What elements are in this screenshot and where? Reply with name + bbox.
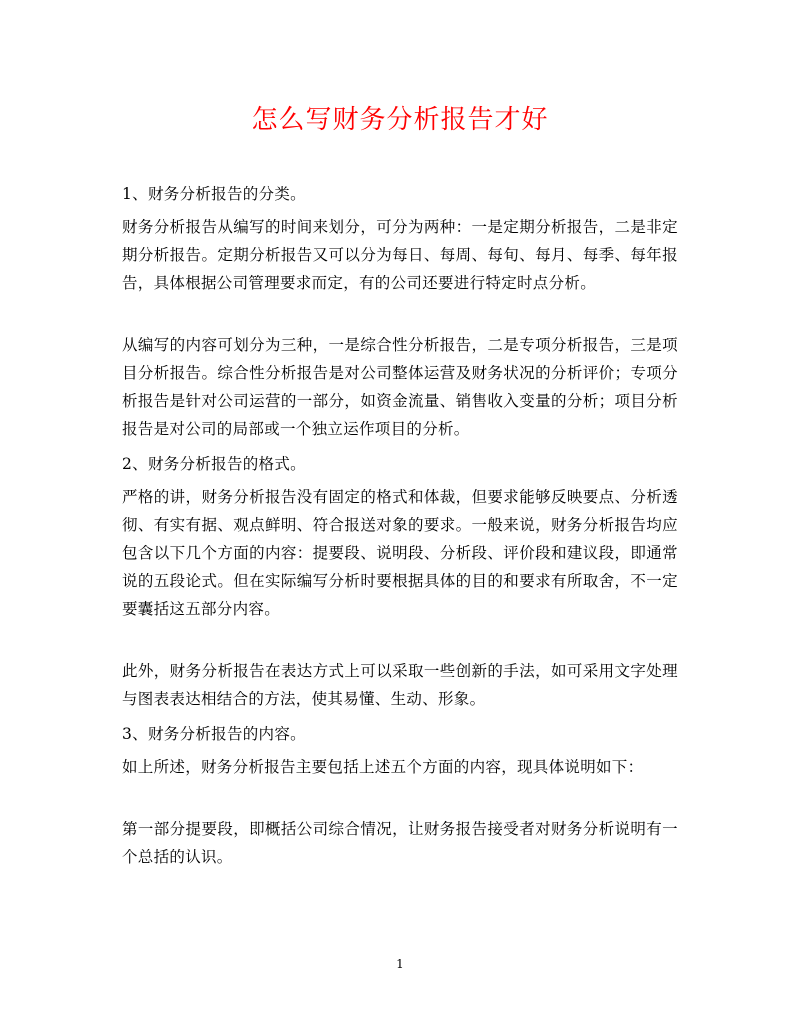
section-2-heading: 2、财务分析报告的格式。 (122, 455, 306, 473)
section-3-paragraph-1: 如上所述，财务分析报告主要包括上述五个方面的内容，现具体说明如下： (122, 758, 644, 776)
section-2-paragraph-1: 严格的讲，财务分析报告没有固定的格式和体裁，但要求能够反映要点、分析透彻、有实有据、观点鲜明、符合报送对象的要求。一般来说，财务分析报告均应包含以下几个方面的内容：提要段、说明段、分析段、评价段和建议段，即通常说的五段论式。但在实际编写分析时要根据具体的目的和要求有所取舍，不一定要囊括这五部分内容。 (122, 488, 678, 618)
section-2-paragraph-2: 此外，财务分析报告在表达方式上可以采取一些创新的手法，如可采用文字处理与图表表达相结合的方法，使其易懂、生动、形象。 (122, 662, 678, 708)
section-1-paragraph-1: 财务分析报告从编写的时间来划分，可分为两种：一是定期分析报告，二是非定期分析报告。定期分析报告又可以分为每日、每周、每旬、每月、每季、每年报告，具体根据公司管理要求而定，有的公司还要进行特定时点分析。 (122, 218, 678, 292)
section-3-heading: 3、财务分析报告的内容。 (122, 725, 306, 743)
section-1-paragraph-2: 从编写的内容可划分为三种，一是综合性分析报告，二是专项分析报告，三是项目分析报告。综合性分析报告是对公司整体运营及财务状况的分析评价；专项分析报告是针对公司运营的一部分，如资金流量、销售收入变量的分析；项目分析报告是对公司的局部或一个独立运作项目的分析。 (122, 336, 678, 438)
document-body (122, 180, 678, 878)
page-number: 1 (396, 957, 404, 971)
section-1-heading: 1、财务分析报告的分类。 (122, 185, 306, 203)
document-title: 怎么写财务分析报告才好 (251, 105, 549, 135)
section-3-paragraph-2: 第一部分提要段，即概括公司综合情况，让财务报告接受者对财务分析说明有一个总括的认识。 (122, 820, 678, 866)
